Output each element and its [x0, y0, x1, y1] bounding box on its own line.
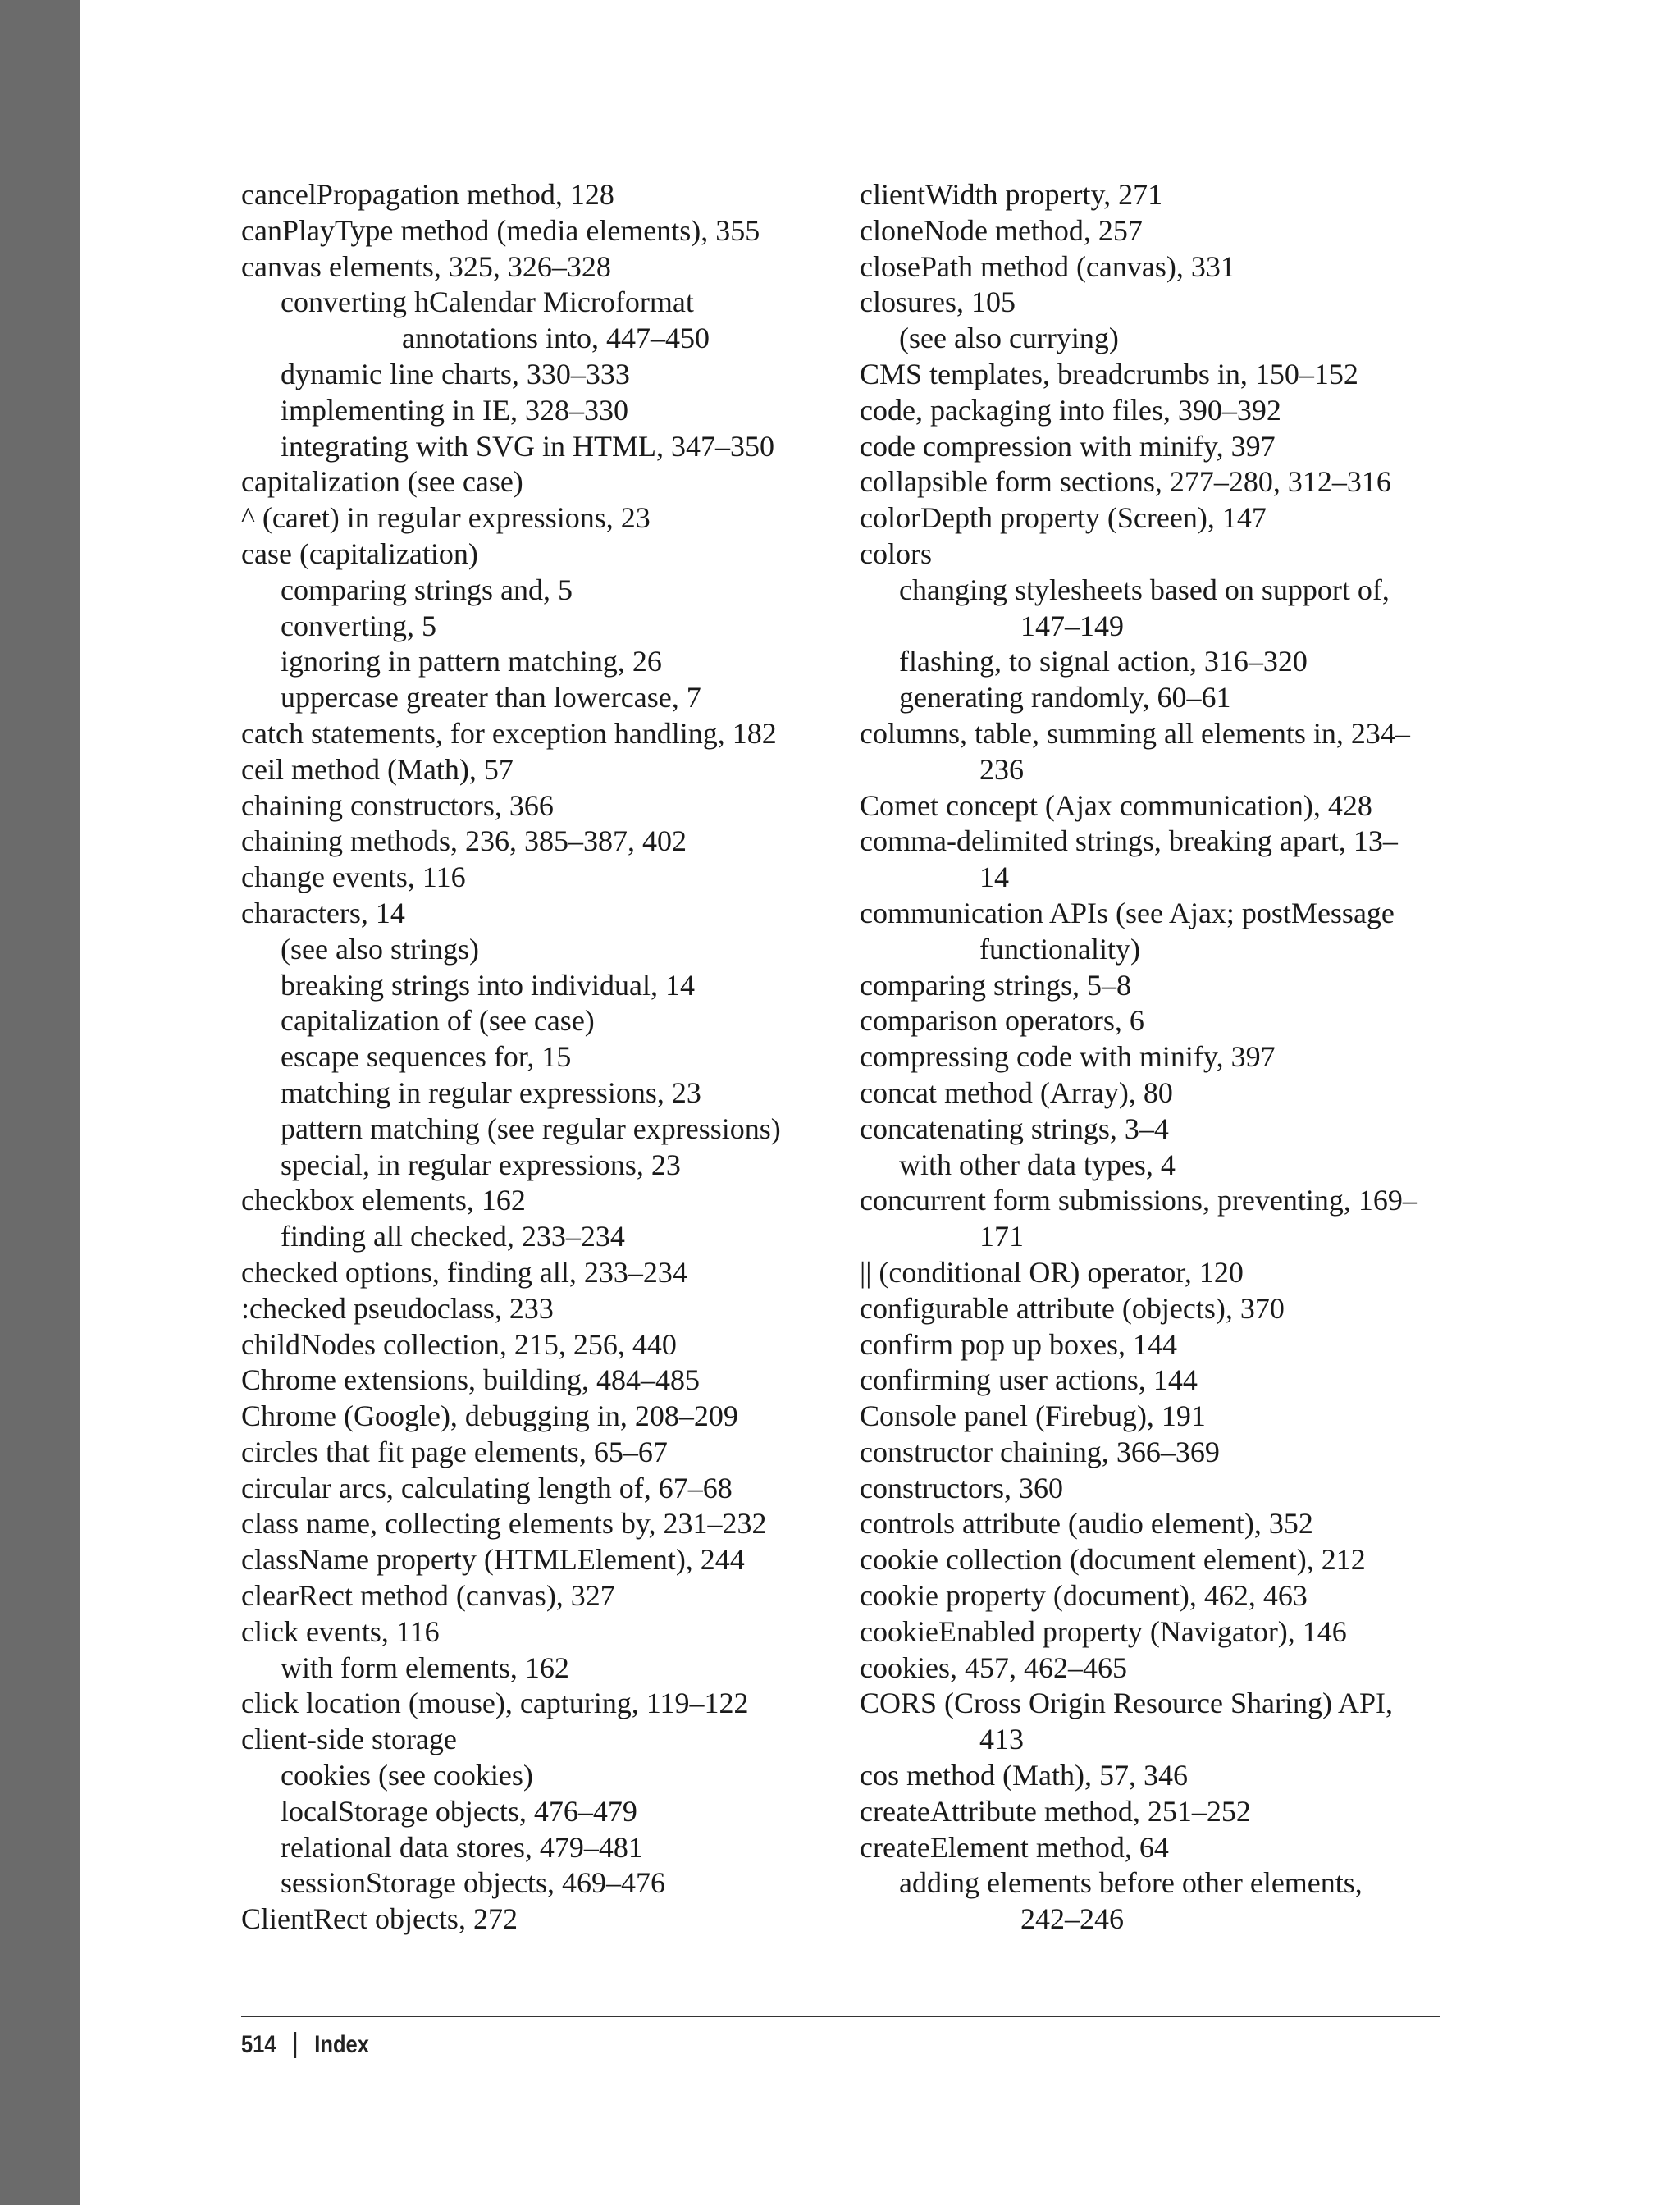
index-entry: ceil method (Math), 57 [241, 752, 514, 786]
index-entry: cloneNode method, 257 [860, 213, 1143, 247]
index-entry: constructor chaining, 366–369 [860, 1435, 1220, 1468]
footer-separator [294, 2032, 297, 2058]
index-entry: comparison operators, 6 [860, 1004, 1144, 1038]
index-entry: cos method (Math), 57, 346 [860, 1759, 1188, 1792]
index-subentry: uppercase greater than lowercase, 7 [281, 681, 701, 714]
index-subentry: special, in regular expressions, 23 [281, 1148, 681, 1181]
index-entry: canvas elements, 325, 326–328 [241, 249, 611, 283]
index-entry: collapsible form sections, 277–280, 312–316 [860, 465, 1391, 499]
index-entry: click events, 116 [241, 1614, 440, 1648]
index-entry-continuation: 14 [979, 861, 1009, 894]
index-entry: checkbox elements, 162 [241, 1184, 526, 1217]
index-entry: comma-delimited strings, breaking apart, 13– [860, 824, 1398, 858]
index-subentry: capitalization of (see case) [281, 1004, 595, 1038]
index-entry: chaining constructors, 366 [241, 788, 554, 822]
index-subentry: annotations into, 447–450 [402, 322, 710, 355]
index-column-right [860, 177, 1459, 1938]
index-subentry: changing stylesheets based on support of, [899, 573, 1390, 606]
index-subentry: sessionStorage objects, 469–476 [281, 1866, 665, 1900]
index-entry: communication APIs (see Ajax; postMessage [860, 896, 1395, 929]
index-subentry: relational data stores, 479–481 [281, 1830, 643, 1864]
index-subentry: escape sequences for, 15 [281, 1040, 572, 1074]
index-subentry: dynamic line charts, 330–333 [281, 357, 630, 390]
index-entry: cancelPropagation method, 128 [241, 178, 614, 211]
index-subentry: generating randomly, 60–61 [899, 681, 1231, 714]
index-entry: CMS templates, breadcrumbs in, 150–152 [860, 357, 1358, 390]
index-entry: concat method (Array), 80 [860, 1075, 1173, 1109]
index-entry: cookie collection (document element), 212 [860, 1543, 1366, 1577]
index-subentry: comparing strings and, 5 [281, 573, 573, 606]
index-entry: :checked pseudoclass, 233 [241, 1291, 554, 1325]
index-entry: checked options, finding all, 233–234 [241, 1255, 687, 1289]
index-subentry: matching in regular expressions, 23 [281, 1075, 701, 1109]
index-subentry: integrating with SVG in HTML, 347–350 [281, 429, 774, 463]
index-entry: columns, table, summing all elements in, 234– [860, 716, 1410, 750]
index-entry: clearRect method (canvas), 327 [241, 1579, 615, 1613]
index-entry: comparing strings, 5–8 [860, 968, 1131, 1002]
index-subentry: flashing, to signal action, 316–320 [899, 645, 1308, 678]
index-subentry: 147–149 [1020, 609, 1124, 642]
index-entry: concatenating strings, 3–4 [860, 1112, 1169, 1145]
index-column-left [241, 177, 832, 1938]
index-entry: catch statements, for exception handling, 182 [241, 716, 777, 750]
index-entry: ClientRect objects, 272 [241, 1902, 518, 1936]
index-entry: code compression with minify, 397 [860, 429, 1276, 463]
index-entry-continuation: functionality) [979, 932, 1140, 966]
index-entry: cookies, 457, 462–465 [860, 1650, 1127, 1684]
index-subentry: (see also strings) [281, 932, 479, 966]
index-entry: closures, 105 [860, 285, 1016, 319]
footer-section-title: Index [314, 2031, 369, 2058]
index-entry: configurable attribute (objects), 370 [860, 1291, 1285, 1325]
page-footer [241, 2026, 369, 2064]
index-subentry: finding all checked, 233–234 [281, 1220, 625, 1253]
footer-rule [241, 2016, 1440, 2017]
index-entry: Chrome extensions, building, 484–485 [241, 1363, 700, 1397]
index-entry: CORS (Cross Origin Resource Sharing) API, [860, 1687, 1393, 1720]
page-edge-strip [0, 0, 80, 2205]
index-subentry: converting hCalendar Microformat [281, 285, 694, 319]
index-entry: confirming user actions, 144 [860, 1363, 1198, 1397]
index-entry: click location (mouse), capturing, 119–122 [241, 1687, 749, 1720]
index-entry: capitalization (see case) [241, 465, 523, 499]
index-entry: clientWidth property, 271 [860, 178, 1163, 211]
index-subentry: localStorage objects, 476–479 [281, 1794, 637, 1828]
page-number: 514 [241, 2031, 276, 2058]
index-entry: client-side storage [241, 1723, 457, 1756]
index-entry: || (conditional OR) operator, 120 [860, 1255, 1244, 1289]
index-entry: className property (HTMLElement), 244 [241, 1543, 745, 1577]
index-entry: concurrent form submissions, preventing, 169– [860, 1184, 1418, 1217]
index-entry: characters, 14 [241, 896, 405, 929]
index-entry: circles that fit page elements, 65–67 [241, 1435, 668, 1468]
index-subentry: with other data types, 4 [899, 1148, 1176, 1181]
index-entry: controls attribute (audio element), 352 [860, 1507, 1313, 1541]
index-entry: change events, 116 [241, 861, 466, 894]
index-entry: Chrome (Google), debugging in, 208–209 [241, 1399, 738, 1433]
index-entry: compressing code with minify, 397 [860, 1040, 1276, 1074]
index-entry: canPlayType method (media elements), 355 [241, 213, 760, 247]
index-entry: chaining methods, 236, 385–387, 402 [241, 824, 687, 858]
index-subentry: cookies (see cookies) [281, 1759, 533, 1792]
index-entry: childNodes collection, 215, 256, 440 [241, 1327, 677, 1361]
index-entry: case (capitalization) [241, 536, 478, 570]
index-subentry: (see also currying) [899, 322, 1119, 355]
index-entry: code, packaging into files, 390–392 [860, 393, 1281, 427]
index-subentry: 242–246 [1020, 1902, 1124, 1936]
index-entry: colors [860, 536, 932, 570]
index-subentry: breaking strings into individual, 14 [281, 968, 695, 1002]
index-entry: closePath method (canvas), 331 [860, 249, 1235, 283]
index-entry: confirm pop up boxes, 144 [860, 1327, 1177, 1361]
index-subentry: adding elements before other elements, [899, 1866, 1363, 1900]
index-entry: ^ (caret) in regular expressions, 23 [241, 501, 651, 535]
index-entry: cookieEnabled property (Navigator), 146 [860, 1614, 1347, 1648]
index-subentry: implementing in IE, 328–330 [281, 393, 628, 427]
index-entry-continuation: 171 [979, 1220, 1024, 1253]
index-entry: class name, collecting elements by, 231–232 [241, 1507, 767, 1541]
index-subentry: pattern matching (see regular expressions) [281, 1112, 781, 1145]
index-entry: colorDepth property (Screen), 147 [860, 501, 1267, 535]
index-subentry: ignoring in pattern matching, 26 [281, 645, 662, 678]
index-entry: circular arcs, calculating length of, 67–68 [241, 1471, 733, 1504]
index-entry-continuation: 236 [979, 752, 1024, 786]
index-entry-continuation: 413 [979, 1723, 1024, 1756]
index-entry: createAttribute method, 251–252 [860, 1794, 1251, 1828]
index-entry: createElement method, 64 [860, 1830, 1169, 1864]
index-subentry: with form elements, 162 [281, 1650, 569, 1684]
index-subentry: converting, 5 [281, 609, 436, 642]
index-entry: Console panel (Firebug), 191 [860, 1399, 1206, 1433]
index-entry: cookie property (document), 462, 463 [860, 1579, 1308, 1613]
index-entry: Comet concept (Ajax communication), 428 [860, 788, 1372, 822]
index-entry: constructors, 360 [860, 1471, 1063, 1504]
